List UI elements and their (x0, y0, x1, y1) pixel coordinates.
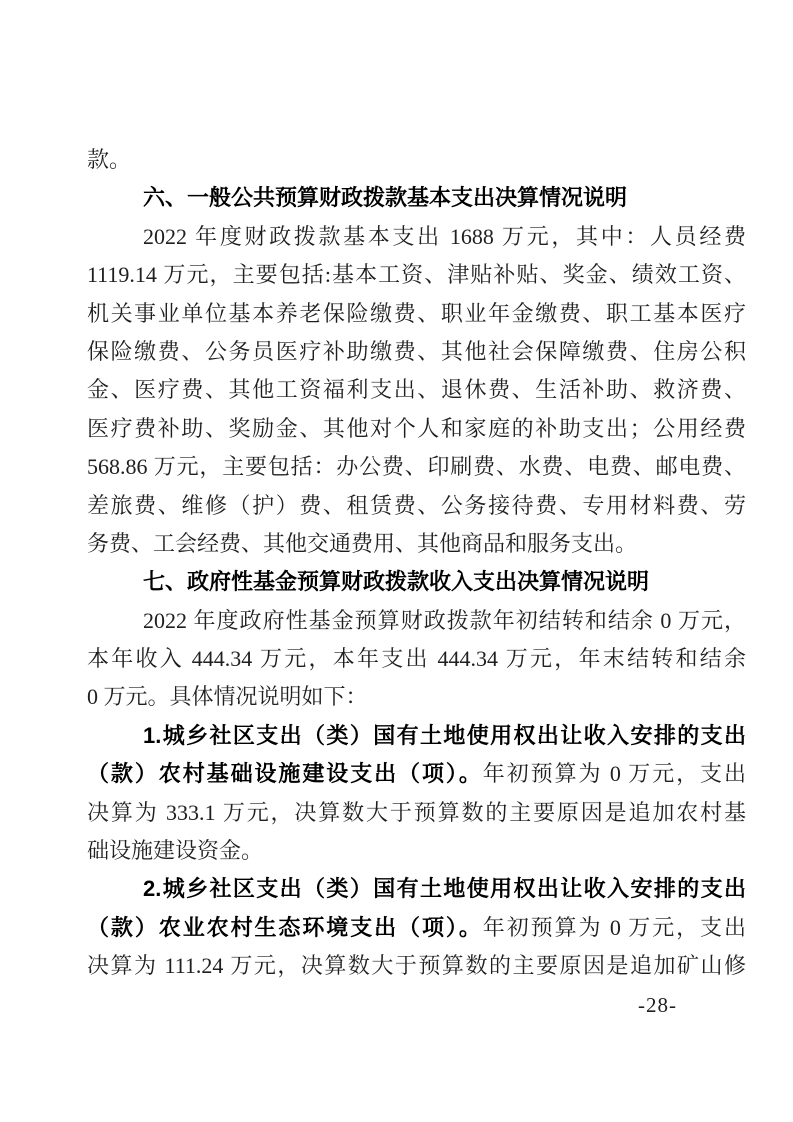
text-segment: 2022 年度财政拨款基本支出 1688 万元，其中：人员经费 (143, 223, 746, 249)
text-line (87, 525, 746, 563)
bold-text-segment: 六、一般公共预算财政拨款基本支出决算情况说明 (143, 185, 628, 211)
text-line (87, 947, 746, 985)
text-segment: 务费、工会经费、其他交通费用、其他商品和服务支出。 (87, 530, 638, 556)
text-segment: 年初预算为 0 万元，支出 (482, 761, 746, 787)
text-segment: 机关事业单位基本养老保险缴费、职业年金缴费、职工基本医疗 (87, 300, 746, 326)
text-segment: 款。 (87, 147, 132, 172)
text-segment: 568.86 万元，主要包括：办公费、印刷费、水费、电费、邮电费、 (87, 454, 746, 480)
text-line (87, 141, 746, 179)
bold-text-segment: （款）农业农村生态环境支出（项）。 (87, 914, 483, 940)
text-line (87, 295, 746, 333)
text-line (87, 640, 746, 678)
text-segment: 础设施建设资金。 (87, 838, 264, 864)
text-segment: 决算为 111.24 万元，决算数大于预算数的主要原因是追加矿山修 (87, 953, 746, 979)
text-segment: 决算为 333.1 万元，决算数大于预算数的主要原因是追加农村基 (87, 799, 746, 825)
text-block (87, 141, 746, 986)
text-segment: 2022 年度政府性基金预算财政拨款年初结转和结余 0 万元， (143, 607, 746, 633)
text-segment: 差旅费、维修（护）费、租赁费、公务接待费、专用材料费、劳 (87, 492, 746, 518)
text-line (87, 487, 746, 525)
text-segment: 本年收入 444.34 万元，本年支出 444.34 万元，年末结转和结余 (87, 646, 746, 672)
text-segment: 医疗费补助、奖励金、其他对个人和家庭的补助支出；公用经费 (87, 415, 746, 441)
text-segment: 1119.14 万元，主要包括:基本工资、津贴补贴、奖金、绩效工资、 (87, 262, 746, 288)
section-heading (87, 179, 746, 217)
text-line (87, 602, 746, 640)
text-line (87, 717, 746, 755)
text-segment: 0 万元。具体情况说明如下： (87, 684, 368, 710)
text-line (87, 256, 746, 294)
text-line (87, 794, 746, 832)
text-line (87, 870, 746, 908)
text-line (87, 448, 746, 486)
text-line (87, 678, 746, 716)
bold-text-segment: 七、政府性基金预算财政拨款收入支出决算情况说明 (143, 569, 650, 595)
text-segment: 金、医疗费、其他工资福利支出、退休费、生活补助、救济费、 (87, 377, 746, 403)
text-line (87, 832, 746, 870)
text-segment: 年初预算为 0 万元，支出 (482, 914, 746, 940)
bold-text-segment: 2.城乡社区支出（类）国有土地使用权出让收入安排的支出 (143, 876, 746, 902)
text-line (87, 410, 746, 448)
text-line (87, 909, 746, 947)
page-number: -28- (638, 993, 677, 1017)
text-line (87, 371, 746, 409)
text-line (87, 218, 746, 256)
bold-text-segment: （款）农村基础设施建设支出（项）。 (87, 761, 483, 787)
text-line (87, 755, 746, 793)
text-line (87, 333, 746, 371)
text-segment: 保险缴费、公务员医疗补助缴费、其他社会保障缴费、住房公积 (87, 338, 746, 364)
section-heading (87, 563, 746, 601)
bold-text-segment: 1.城乡社区支出（类）国有土地使用权出让收入安排的支出 (143, 722, 746, 748)
